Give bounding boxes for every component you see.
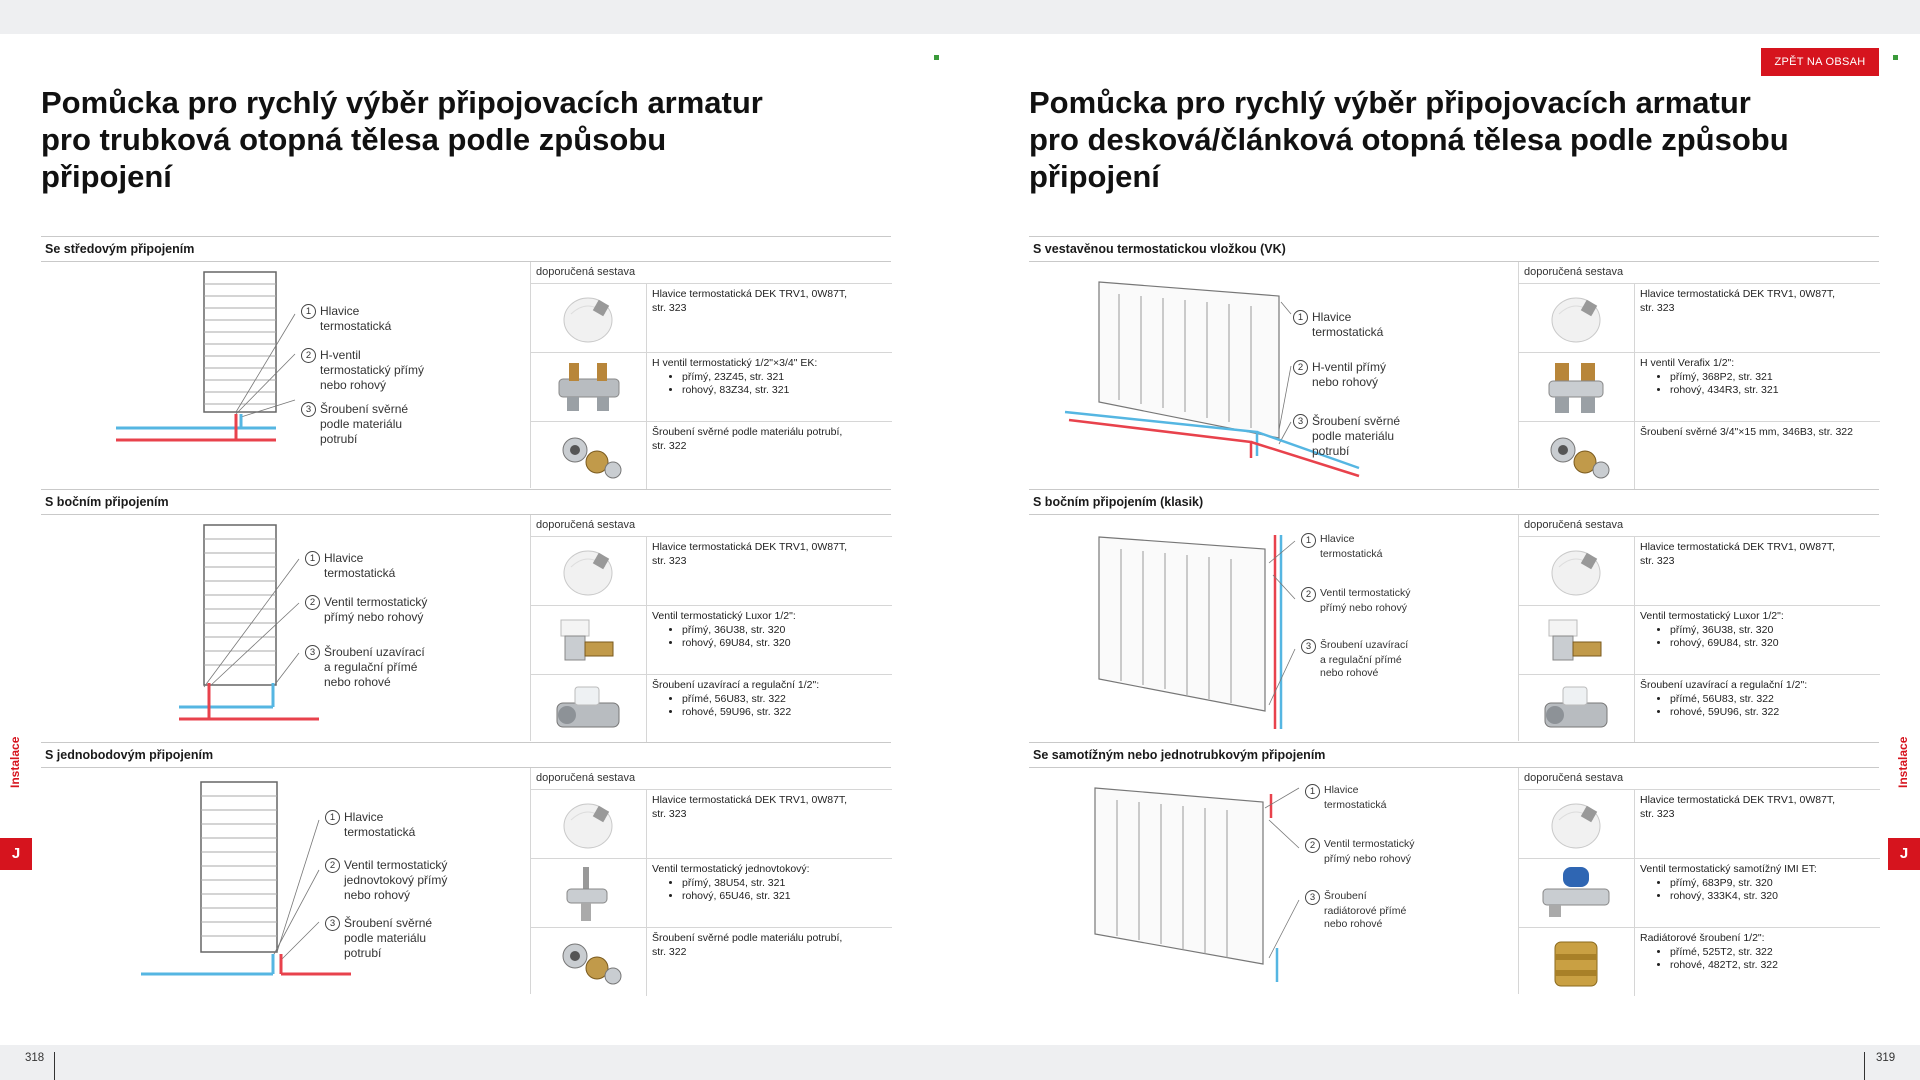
callout-3: 3 Šroubení svěrné podle materiálu potrubí	[301, 402, 408, 447]
page-number-divider	[54, 1052, 55, 1080]
product-text: Šroubení uzavírací a regulační 1/2": • přímé, 56U83, str. 322 • rohové, 59U96, str. 322	[647, 675, 892, 743]
fitting-icon	[1519, 928, 1635, 996]
product-text: Šroubení svěrné 3/4"×15 mm, 346B3, str. 322	[1640, 426, 1853, 438]
towel-radiator-diagram	[41, 515, 531, 741]
product-row	[1519, 675, 1880, 743]
section-tab-right[interactable]: J	[1888, 838, 1920, 870]
product-text: Ventil termostatický jednovtokový: • přímý, 38U54, str. 321 • rohový, 65U46, str. 321	[647, 859, 892, 927]
fitting-icon	[531, 928, 647, 996]
recommended-set	[530, 515, 892, 741]
page-number-divider	[1864, 1052, 1865, 1080]
radiator-drawing	[1029, 262, 1519, 488]
thermostatic-head-icon	[531, 284, 647, 352]
section-heading: S vestavěnou termostatickou vložkou (VK)	[1029, 236, 1879, 262]
section-side	[41, 489, 891, 741]
valve-icon	[1519, 859, 1635, 927]
callout-1: 1 Hlavice termostatická	[305, 551, 395, 581]
thermostatic-head-icon	[1519, 284, 1635, 352]
section-side-classic	[1029, 489, 1879, 741]
back-to-contents-button[interactable]: ZPĚT NA OBSAH	[1761, 48, 1879, 76]
section-heading: S bočním připojením	[41, 489, 891, 515]
radiator-drawing	[41, 262, 531, 488]
radiator-drawing	[41, 515, 531, 741]
valve-icon	[531, 353, 647, 421]
callout-3: 3 Šroubení uzavírací a regulační přímé nebo rohové	[1301, 639, 1408, 680]
callout-1: 1 Hlavice termostatická	[1293, 310, 1383, 340]
callout-2: 2 Ventil termostatický přímý nebo rohový	[1305, 838, 1414, 866]
product-text: Hlavice termostatická DEK TRV1, 0W87T, str. 323	[1640, 288, 1836, 314]
callout-3: 3 Šroubení uzavírací a regulační přímé nebo rohové	[305, 645, 425, 690]
callout-2: 2 Ventil termostatický přímý nebo rohový	[1301, 587, 1410, 615]
radiator-drawing	[1029, 768, 1519, 994]
fitting-icon	[1519, 675, 1635, 743]
page-number-right: 319	[1876, 1052, 1896, 1064]
section-heading: Se samotížným nebo jednotrubkovým připojením	[1029, 742, 1879, 768]
product-text: Šroubení uzavírací a regulační 1/2": • přímé, 56U83, str. 322 • rohové, 59U96, str. 322	[1635, 675, 1880, 743]
recommended-set	[1518, 515, 1880, 741]
section-builtin-valve	[1029, 236, 1879, 488]
page-title-left: Pomůcka pro rychlý výběr připojovacích armatur pro trubková otopná tělesa podle způsobu připojení	[41, 85, 763, 194]
section-single-point	[41, 742, 891, 994]
product-row	[531, 859, 892, 928]
product-text: H ventil termostatický 1/2"×3/4" EK: • přímý, 23Z45, str. 321 • rohový, 83Z34, str. 321	[647, 353, 892, 421]
products-header: doporučená sestava	[1519, 768, 1880, 790]
callout-2: 2 Ventil termostatický jednovtokový přímý nebo rohový	[325, 858, 447, 903]
product-row	[1519, 859, 1880, 928]
product-row	[531, 422, 892, 490]
section-heading: S bočním připojením (klasik)	[1029, 489, 1879, 515]
product-row	[531, 928, 892, 996]
products-header: doporučená sestava	[531, 768, 892, 790]
thermostatic-head-icon	[531, 790, 647, 858]
product-row	[531, 606, 892, 675]
page-318	[0, 34, 960, 1064]
callout-1: 1 Hlavice termostatická	[1305, 784, 1386, 812]
thermostatic-head-icon	[1519, 790, 1635, 858]
panel-radiator-diagram	[1029, 768, 1519, 994]
products-header: doporučená sestava	[531, 515, 892, 537]
product-text: Radiátorové šroubení 1/2": • přímé, 525T2, str. 322 • rohové, 482T2, str. 322	[1635, 928, 1880, 996]
registration-mark	[934, 55, 939, 60]
section-central	[41, 236, 891, 488]
product-text: Ventil termostatický Luxor 1/2": • přímý, 36U38, str. 320 • rohový, 69U84, str. 320	[647, 606, 892, 674]
products-header: doporučená sestava	[1519, 515, 1880, 537]
thermostatic-head-icon	[531, 537, 647, 605]
section-heading: S jednobodovým připojením	[41, 742, 891, 768]
product-text: Hlavice termostatická DEK TRV1, 0W87T, str. 323	[652, 288, 848, 314]
valve-icon	[1519, 353, 1635, 421]
section-heading: Se středovým připojením	[41, 236, 891, 262]
radiator-drawing	[41, 768, 531, 994]
product-row	[1519, 928, 1880, 996]
page-title-right: Pomůcka pro rychlý výběr připojovacích armatur pro desková/článková otopná tělesa podle způsobu připojení	[1029, 85, 1789, 194]
spread	[0, 34, 1920, 1064]
fitting-icon	[1519, 422, 1635, 490]
product-text: Hlavice termostatická DEK TRV1, 0W87T, str. 323	[652, 794, 848, 820]
registration-mark	[1893, 55, 1898, 60]
panel-radiator-diagram	[1029, 515, 1519, 741]
product-text: Hlavice termostatická DEK TRV1, 0W87T, str. 323	[652, 541, 848, 567]
callout-3: 3 Šroubení svěrné podle materiálu potrubí	[325, 916, 432, 961]
fitting-icon	[531, 675, 647, 743]
callout-3: 3 Šroubení radiátorové přímé nebo rohové	[1305, 890, 1406, 931]
valve-icon	[531, 606, 647, 674]
side-label-right: Instalace	[1896, 736, 1910, 788]
towel-radiator-diagram	[41, 262, 531, 488]
product-text: Šroubení svěrné podle materiálu potrubí, str. 322	[652, 932, 843, 958]
product-row	[531, 353, 892, 422]
product-row	[1519, 422, 1880, 490]
product-text: Ventil termostatický samotížný IMI ET: • přímý, 683P9, str. 320 • rohový, 333K4, str. 320	[1635, 859, 1880, 927]
callout-1: 1 Hlavice termostatická	[325, 810, 415, 840]
recommended-set	[1518, 262, 1880, 488]
section-gravity	[1029, 742, 1879, 994]
recommended-set	[1518, 768, 1880, 994]
product-text: Hlavice termostatická DEK TRV1, 0W87T, str. 323	[1640, 541, 1836, 567]
side-label-left: Instalace	[8, 736, 22, 788]
callout-1: 1 Hlavice termostatická	[301, 304, 391, 334]
products-header: doporučená sestava	[531, 262, 892, 284]
radiator-drawing	[1029, 515, 1519, 741]
callout-1: 1 Hlavice termostatická	[1301, 533, 1382, 561]
product-text: H ventil Verafix 1/2": • přímý, 368P2, str. 321 • rohový, 434R3, str. 321	[1635, 353, 1880, 421]
callout-2: 2 H-ventil přímý nebo rohový	[1293, 360, 1386, 390]
callout-3: 3 Šroubení svěrné podle materiálu potrubí	[1293, 414, 1400, 459]
fitting-icon	[531, 422, 647, 490]
towel-radiator-diagram	[41, 768, 531, 994]
valve-icon	[531, 859, 647, 927]
product-row	[531, 537, 892, 606]
panel-radiator-diagram	[1029, 262, 1519, 488]
product-row	[531, 790, 892, 859]
section-tab-left[interactable]: J	[0, 838, 32, 870]
product-row	[1519, 537, 1880, 606]
page-319	[960, 34, 1920, 1064]
product-row	[531, 284, 892, 353]
product-row	[1519, 353, 1880, 422]
product-row	[1519, 284, 1880, 353]
page-number-left: 318	[25, 1052, 45, 1064]
valve-icon	[1519, 606, 1635, 674]
product-row	[1519, 606, 1880, 675]
product-text: Hlavice termostatická DEK TRV1, 0W87T, str. 323	[1640, 794, 1836, 820]
recommended-set	[530, 768, 892, 994]
product-text: Šroubení svěrné podle materiálu potrubí, str. 322	[652, 426, 843, 452]
callout-2: 2 Ventil termostatický přímý nebo rohový	[305, 595, 427, 625]
thermostatic-head-icon	[1519, 537, 1635, 605]
recommended-set	[530, 262, 892, 488]
callout-2: 2 H-ventil termostatický přímý nebo rohový	[301, 348, 424, 393]
product-text: Ventil termostatický Luxor 1/2": • přímý, 36U38, str. 320 • rohový, 69U84, str. 320	[1635, 606, 1880, 674]
product-row	[531, 675, 892, 743]
product-row	[1519, 790, 1880, 859]
products-header: doporučená sestava	[1519, 262, 1880, 284]
